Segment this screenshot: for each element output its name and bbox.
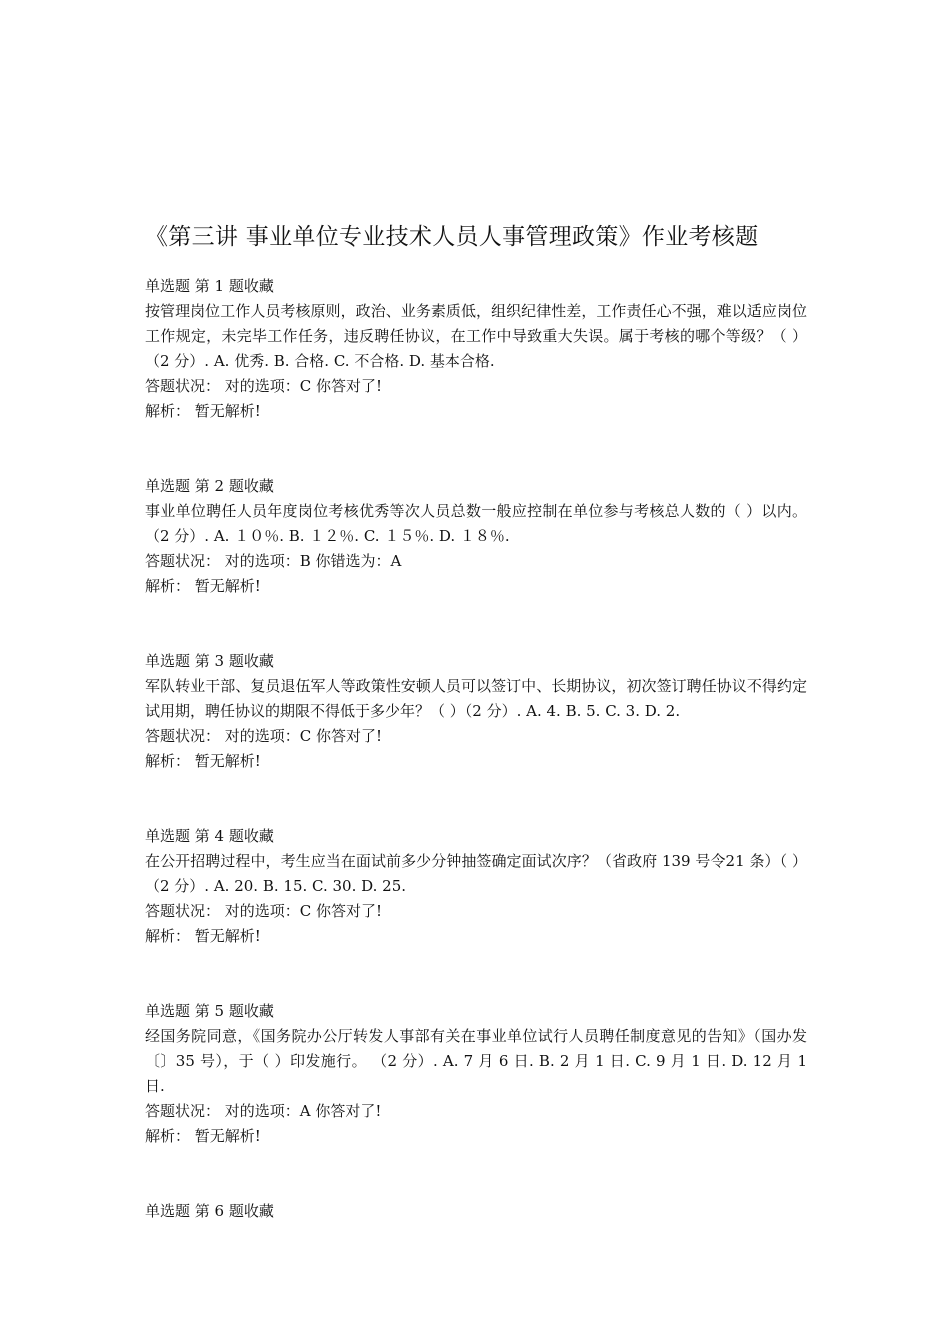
- answer-status: 答题状况： 对的选项：B 你错选为：A: [145, 552, 402, 570]
- question-text: 在公开招聘过程中，考生应当在面试前多少分钟抽签确定面试次序？（省政府 139 号令21 条）（ ）（2 分）. A. 20. B. 15. C. 30. D. 25.: [145, 852, 807, 895]
- answer-status: 答题状况： 对的选项：A 你答对了!: [145, 1102, 382, 1120]
- question-header: 单选题 第 1 题收藏: [145, 277, 274, 295]
- answer-analysis: 解析： 暂无解析!: [145, 752, 261, 770]
- question-6: [145, 1199, 807, 1224]
- question-text: 事业单位聘任人员年度岗位考核优秀等次人员总数一般应控制在单位参与考核总人数的（ ）以内。 （2 分）. A. １０％. B. １２％. C. １５％. D. １８％.: [145, 502, 807, 545]
- answer-status: 答题状况： 对的选项：C 你答对了!: [145, 727, 383, 745]
- answer-analysis: 解析： 暂无解析!: [145, 927, 261, 945]
- answer-status: 答题状况： 对的选项：C 你答对了!: [145, 377, 383, 395]
- answer-analysis: 解析： 暂无解析!: [145, 577, 261, 595]
- document-title: 《第三讲 事业单位专业技术人员人事管理政策》作业考核题: [145, 224, 759, 250]
- document-page: [145, 222, 807, 1224]
- question-header: 单选题 第 2 题收藏: [145, 477, 274, 495]
- question-2: [145, 474, 807, 599]
- question-5: [145, 999, 807, 1149]
- question-4: [145, 824, 807, 949]
- question-3: [145, 649, 807, 774]
- answer-status: 答题状况： 对的选项：C 你答对了!: [145, 902, 383, 920]
- question-text: 经国务院同意，《国务院办公厅转发人事部有关在事业单位试行人员聘任制度意见的告知》（国办发〔〕35 号），于（ ）印发施行。 （2 分）. A. 7 月 6 日. B. 2 月 1 日. C. 9 月 1 日. D. 12 月 1 日.: [145, 1027, 807, 1095]
- question-header: 单选题 第 3 题收藏: [145, 652, 274, 670]
- question-text: 按管理岗位工作人员考核原则，政治、业务素质低，组织纪律性差，工作责任心不强，难以适应岗位工作规定，未完毕工作任务，违反聘任协议，在工作中导致重大失误。属于考核的哪个等级？（ ）（2 分）. A. 优秀. B. 合格. C. 不合格. D. 基本合格.: [145, 302, 807, 370]
- question-header: 单选题 第 5 题收藏: [145, 1002, 274, 1020]
- question-header: 单选题 第 6 题收藏: [145, 1202, 274, 1220]
- question-header: 单选题 第 4 题收藏: [145, 827, 274, 845]
- question-1: [145, 274, 807, 424]
- answer-analysis: 解析： 暂无解析!: [145, 402, 261, 420]
- answer-analysis: 解析： 暂无解析!: [145, 1127, 261, 1145]
- question-text: 军队转业干部、复员退伍军人等政策性安顿人员可以签订中、长期协议，初次签订聘任协议不得约定试用期，聘任协议的期限不得低于多少年？（ ）（2 分）. A. 4. B. 5. C. 3. D. 2.: [145, 677, 807, 720]
